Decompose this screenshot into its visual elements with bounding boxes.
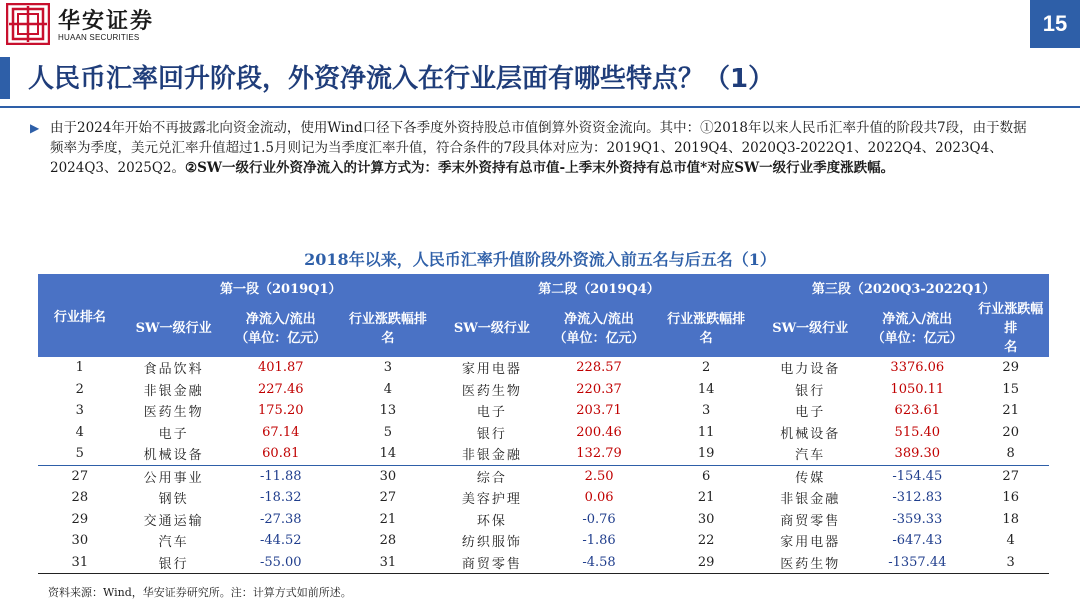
rank-change-cell: 13 xyxy=(379,403,397,419)
rank-change-cell: 21 xyxy=(1002,403,1019,419)
bullet-arrow-icon: ▶ xyxy=(30,121,40,135)
rank-cell: 27 xyxy=(38,465,122,487)
rank-change-cell: 29 xyxy=(654,552,758,574)
table-row xyxy=(38,552,1049,574)
industry-cell: 传媒 xyxy=(758,465,862,487)
industry-cell: 银行 xyxy=(795,383,826,399)
bullet-paragraph xyxy=(30,118,1040,178)
industry-cell: 电力设备 xyxy=(780,362,841,378)
col-industry: SW一级行业 xyxy=(758,300,862,357)
industry-cell: 环保 xyxy=(476,513,507,529)
rank-change-cell: 16 xyxy=(1002,490,1019,506)
flow-cell: -18.32 xyxy=(259,490,302,506)
flow-cell: 175.20 xyxy=(258,403,304,419)
table-row xyxy=(38,357,1049,379)
rank-change-cell: 3 xyxy=(702,403,711,419)
flow-cell: 0.06 xyxy=(584,490,614,506)
industry-cell: 商贸零售 xyxy=(780,513,841,529)
col-rank xyxy=(972,300,1049,357)
rank-change-cell: 11 xyxy=(697,424,715,440)
table-row xyxy=(38,465,1049,487)
table-row xyxy=(38,530,1049,552)
rank-cell: 5 xyxy=(75,446,84,462)
col-flow-line1: 净流入/流出 xyxy=(882,311,953,327)
flow-cell: 220.37 xyxy=(576,381,622,397)
table-row xyxy=(38,400,1049,422)
stage-header-1: 第一段（2019Q1） xyxy=(122,274,440,300)
rank-change-cell: 30 xyxy=(336,465,440,487)
table-row xyxy=(38,509,1049,531)
rank-change-cell: 8 xyxy=(1006,446,1015,462)
rank-change-cell: 5 xyxy=(383,424,393,440)
industry-cell: 商贸零售 xyxy=(440,552,544,574)
table-row xyxy=(38,487,1049,509)
rank-change-cell: 3 xyxy=(972,552,1049,574)
flow-cell: -647.43 xyxy=(892,533,943,549)
industry-cell: 医药生物 xyxy=(461,383,522,399)
rank-change-cell: 28 xyxy=(379,533,397,549)
flow-cell: 67.14 xyxy=(262,424,300,440)
stage-header-3: 第三段（2020Q3-2022Q1） xyxy=(758,274,1049,300)
industry-cell: 汽车 xyxy=(795,448,826,464)
flow-cell: 2.50 xyxy=(544,465,654,487)
bullet-bold: ②SW一级行业外资净流入的计算方式为：季末外资持有总市值-上季末外资持有总市值*对应SW一级行业季度涨跌幅。 xyxy=(185,160,895,176)
table-row xyxy=(38,443,1049,465)
flow-cell: 228.57 xyxy=(576,360,622,376)
col-rank-line1: 行业涨跌幅排 xyxy=(978,302,1044,336)
industry-cell: 交通运输 xyxy=(143,513,204,529)
industry-cell: 电子 xyxy=(158,426,189,442)
flow-cell: -312.83 xyxy=(892,490,943,506)
flow-cell: -55.00 xyxy=(226,552,336,574)
rank-change-cell: 14 xyxy=(379,446,397,462)
col-industry: SW一级行业 xyxy=(122,300,226,357)
industry-cell: 汽车 xyxy=(158,535,189,551)
rank-change-cell: 21 xyxy=(697,490,715,506)
flow-cell: -27.38 xyxy=(259,511,302,527)
rank-change-cell: 4 xyxy=(383,381,393,397)
flow-cell: 515.40 xyxy=(894,424,941,440)
rank-change-cell: 2 xyxy=(702,360,711,376)
col-rank xyxy=(336,300,440,357)
col-flow xyxy=(226,300,336,357)
flow-cell: 623.61 xyxy=(894,403,941,419)
brand-name-cn: 华安证券 xyxy=(58,8,155,34)
industry-cell: 机械设备 xyxy=(143,448,204,464)
rank-cell: 3 xyxy=(75,403,84,419)
col-flow xyxy=(544,300,654,357)
industry-cell: 非银金融 xyxy=(143,383,204,399)
rank-change-cell: 4 xyxy=(1006,533,1015,549)
industry-cell: 综合 xyxy=(440,465,544,487)
table-row xyxy=(38,379,1049,401)
rank-cell: 4 xyxy=(75,424,84,440)
table-title: 2018年以来，人民币汇率升值阶段外资流入前五名与后五名（1） xyxy=(304,250,776,269)
bullet-body: 由于2024年开始不再披露北向资金流动，使用Wind口径下各季度外资持股总市值倒算外资资金流向。其中：①2018年以来人民币汇率升值的阶段共7段，由于数据频率为季度，美元兑汇率升值超过1.5月则记为当季度汇率升值，符合条件的7段具体对应为：2019Q1、2019Q4、2020Q3-2022Q1、2022Q4、2023Q4、2024Q3、2025Q2。 xyxy=(50,120,1027,176)
industry-cell: 家用电器 xyxy=(461,362,522,378)
col-rank xyxy=(654,300,758,357)
rank-change-cell: 15 xyxy=(1002,381,1019,397)
rank-header: 行业排名 xyxy=(38,274,122,357)
rank-cell: 2 xyxy=(75,381,84,397)
stage-header-2: 第二段（2019Q4） xyxy=(440,274,758,300)
flow-cell: -1357.44 xyxy=(862,552,972,574)
col-rank-line1: 行业涨跌幅排 xyxy=(667,311,746,327)
rank-change-cell: 3 xyxy=(383,360,393,376)
industry-cell: 机械设备 xyxy=(780,426,841,442)
flow-cell: 1050.11 xyxy=(890,381,945,397)
brand-name-en: HUAAN SECURITIES xyxy=(58,33,140,42)
rank-change-cell: 27 xyxy=(379,490,397,506)
flow-cell: 3376.06 xyxy=(890,360,945,376)
col-flow-line2: （单位：亿元） xyxy=(871,330,963,346)
table-body xyxy=(38,357,1049,574)
industry-cell: 银行 xyxy=(476,426,507,442)
flow-cell: 203.71 xyxy=(576,403,622,419)
inflow-table xyxy=(38,274,1049,574)
rank-cell: 29 xyxy=(71,511,89,527)
col-flow xyxy=(862,300,972,357)
industry-cell: 电子 xyxy=(795,405,826,421)
rank-change-cell: 6 xyxy=(654,465,758,487)
flow-cell: -359.33 xyxy=(892,511,943,527)
rank-change-cell: 18 xyxy=(1002,511,1019,527)
industry-cell: 医药生物 xyxy=(758,552,862,574)
flow-cell: -11.88 xyxy=(226,465,336,487)
rank-change-cell: 20 xyxy=(1002,424,1019,440)
industry-cell: 钢铁 xyxy=(158,492,189,508)
rank-cell: 28 xyxy=(71,490,89,506)
flow-cell: 132.79 xyxy=(576,446,622,462)
industry-cell: 家用电器 xyxy=(780,535,841,551)
col-rank-line2: 名 xyxy=(1004,340,1018,355)
col-flow-line2: （单位：亿元） xyxy=(235,330,327,346)
flow-cell: -154.45 xyxy=(862,465,972,487)
rank-change-cell: 29 xyxy=(1002,360,1019,376)
page-title: 人民币汇率回升阶段，外资净流入在行业层面有哪些特点？（1） xyxy=(28,64,775,94)
col-flow-line1: 净流入/流出 xyxy=(245,311,316,327)
rank-change-cell: 27 xyxy=(972,465,1049,487)
rank-cell: 30 xyxy=(71,533,89,549)
industry-cell: 食品饮料 xyxy=(143,362,204,378)
industry-cell: 美容护理 xyxy=(461,492,522,508)
rank-change-cell: 21 xyxy=(379,511,397,527)
rank-cell: 31 xyxy=(38,552,122,574)
rank-cell: 1 xyxy=(75,360,84,376)
col-rank-line2: 名 xyxy=(381,330,395,346)
flow-cell: 200.46 xyxy=(576,424,622,440)
industry-cell: 非银金融 xyxy=(780,492,841,508)
flow-cell: -44.52 xyxy=(259,533,302,549)
col-flow-line2: （单位：亿元） xyxy=(553,330,645,346)
rank-change-cell: 14 xyxy=(697,381,715,397)
col-industry: SW一级行业 xyxy=(440,300,544,357)
table-row xyxy=(38,422,1049,444)
rank-change-cell: 22 xyxy=(697,533,715,549)
industry-cell: 非银金融 xyxy=(461,448,522,464)
flow-cell: -4.58 xyxy=(544,552,654,574)
flow-cell: 401.87 xyxy=(258,360,304,376)
bullet-text xyxy=(50,118,1040,178)
rank-change-cell: 31 xyxy=(336,552,440,574)
industry-cell: 公用事业 xyxy=(122,465,226,487)
flow-cell: 389.30 xyxy=(894,446,941,462)
huaan-logo-icon xyxy=(6,3,50,45)
rank-change-cell: 30 xyxy=(697,511,715,527)
flow-cell: 227.46 xyxy=(258,381,304,397)
industry-cell: 银行 xyxy=(122,552,226,574)
industry-cell: 纺织服饰 xyxy=(461,535,522,551)
source-note: 资料来源：Wind，华安证券研究所。注：计算方式如前所述。 xyxy=(48,586,352,599)
page-number: 15 xyxy=(1030,0,1080,48)
flow-cell: 60.81 xyxy=(262,446,300,462)
industry-cell: 医药生物 xyxy=(143,405,204,421)
rank-change-cell: 19 xyxy=(697,446,715,462)
title-accent-bar xyxy=(0,57,10,99)
col-flow-line1: 净流入/流出 xyxy=(564,311,634,327)
industry-cell: 电子 xyxy=(476,405,507,421)
col-rank-line2: 名 xyxy=(699,330,713,346)
flow-cell: -0.76 xyxy=(582,511,616,527)
flow-cell: -1.86 xyxy=(582,533,616,549)
title-divider xyxy=(0,106,1080,108)
col-rank-line1: 行业涨跌幅排 xyxy=(348,311,427,327)
